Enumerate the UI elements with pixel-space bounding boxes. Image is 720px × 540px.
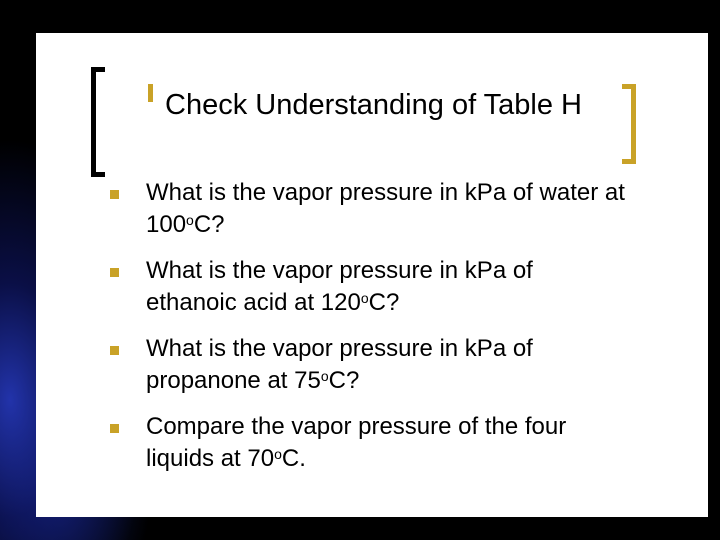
degree-superscript: o (360, 290, 369, 306)
bullet-item (110, 177, 630, 241)
square-bullet-icon (110, 268, 119, 277)
square-bullet-icon (110, 424, 119, 433)
degree-superscript: o (320, 368, 329, 384)
square-bullet-icon (110, 346, 119, 355)
degree-superscript: o (274, 446, 282, 462)
bullet-text-end: C? (193, 211, 225, 238)
bullet-item (110, 333, 630, 397)
gold-bar-decoration (148, 84, 162, 102)
title-frame (91, 67, 641, 177)
degree-superscript: o (186, 212, 194, 228)
bullet-text: What is the vapor pressure in kPa of ethanoic acid at 120 (146, 257, 533, 316)
square-bullet-icon (110, 190, 119, 199)
left-bracket-decoration (91, 67, 105, 177)
bullet-item (110, 255, 630, 319)
bullet-text: What is the vapor pressure in kPa of propanone at 75 (146, 335, 533, 394)
bullet-text-end: C? (328, 367, 360, 394)
bullet-text: What is the vapor pressure in kPa of water at 100 (146, 179, 625, 238)
bullet-list (110, 177, 630, 489)
bullet-text: Compare the vapor pressure of the four liquids at 70 (146, 413, 567, 472)
slide-canvas (36, 33, 708, 517)
bullet-text-end: C. (281, 445, 306, 472)
bullet-item (110, 411, 630, 475)
slide-title: Check Understanding of Table H (165, 89, 582, 121)
bullet-text-end: C? (368, 289, 400, 316)
